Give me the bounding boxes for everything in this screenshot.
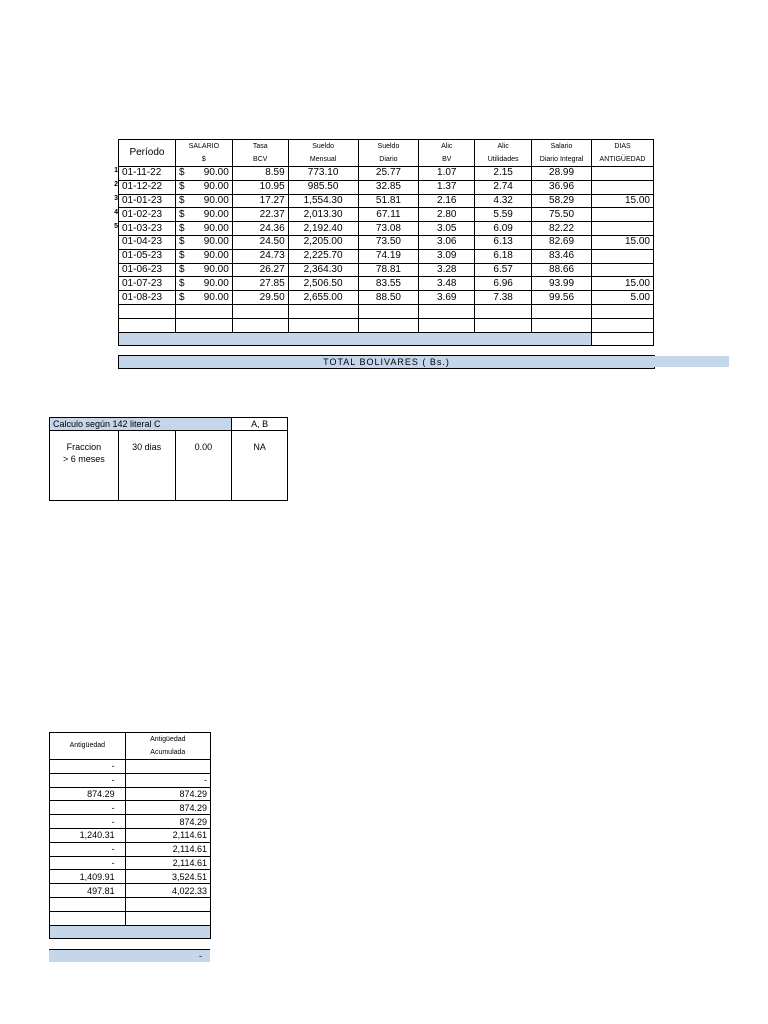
currency-symbol: $ <box>178 208 185 220</box>
antig-cell: 1,240.31 <box>50 828 126 842</box>
cell-salario-wrap <box>179 292 229 304</box>
antig-row <box>50 842 211 856</box>
cell-sueldo-m: 1,554.30 <box>288 194 358 208</box>
header-salario-integral: Salario <box>532 140 592 154</box>
cell-alic-ut: 2.15 <box>475 167 532 181</box>
header-alic-bv: Alic <box>419 140 475 154</box>
header-salario-sub: $ <box>175 153 232 167</box>
antig-row <box>50 801 211 815</box>
table-row <box>119 235 654 249</box>
empty-cell <box>419 318 475 332</box>
cell-alic-bv: 2.16 <box>419 194 475 208</box>
cell-sal-int: 88.66 <box>532 263 592 277</box>
empty-cell <box>288 318 358 332</box>
antig-acum-cell: 874.29 <box>125 787 210 801</box>
cell-alic-ut: 5.59 <box>475 208 532 222</box>
cell-periodo: 01-05-23 <box>119 249 176 263</box>
antig-acum-cell: 4,022.33 <box>125 884 210 898</box>
row-number: 1 <box>114 167 118 174</box>
cell-periodo: 01-12-22 <box>119 180 176 194</box>
cell-salario <box>175 249 232 263</box>
cell-sal-int: 99.56 <box>532 291 592 305</box>
header-periodo: Período <box>119 140 176 167</box>
cell-sueldo-d: 78.81 <box>358 263 419 277</box>
salario-value: 90.00 <box>203 208 229 220</box>
antig-empty-row <box>50 897 211 911</box>
calc-fraccion-line2: > 6 meses <box>62 454 105 464</box>
main-table-container <box>118 139 654 346</box>
empty-cell <box>175 318 232 332</box>
cell-periodo: 01-07-23 <box>119 277 176 291</box>
cell-dias <box>592 222 654 236</box>
currency-symbol: $ <box>178 194 185 206</box>
row-number: 4 <box>114 209 118 216</box>
header-dias-sub: ANTIGÜEDAD <box>592 153 654 167</box>
salario-value: 90.00 <box>203 194 229 206</box>
salario-value: 90.00 <box>203 291 229 303</box>
cell-sueldo-d: 51.81 <box>358 194 419 208</box>
sum-row-end <box>592 332 654 346</box>
antig-row <box>50 787 211 801</box>
cell-alic-bv: 3.09 <box>419 249 475 263</box>
antig-cell: - <box>50 760 126 774</box>
cell-salario <box>175 208 232 222</box>
cell-sueldo-m: 2,655.00 <box>288 291 358 305</box>
header-tasa: Tasa <box>232 140 288 154</box>
cell-salario-wrap <box>179 167 229 179</box>
antig-row <box>50 884 211 898</box>
antig-blue-row <box>50 925 211 939</box>
cell-salario <box>175 277 232 291</box>
salario-value: 90.00 <box>203 167 229 179</box>
salario-value: 90.00 <box>203 181 229 193</box>
cell-sal-int: 36.96 <box>532 180 592 194</box>
empty-cell <box>232 318 288 332</box>
cell-salario <box>175 167 232 181</box>
cell-salario-wrap <box>179 223 229 235</box>
empty-cell <box>419 304 475 318</box>
cell-periodo: 01-01-23 <box>119 194 176 208</box>
antig-acum-cell: 3,524.51 <box>125 870 210 884</box>
antig-cell: 497.81 <box>50 884 126 898</box>
cell-salario-wrap <box>179 250 229 262</box>
cell-salario-wrap <box>179 209 229 221</box>
antig-cell: - <box>50 815 126 829</box>
antig-cell: 1,409.91 <box>50 870 126 884</box>
cell-tasa: 27.85 <box>232 277 288 291</box>
salario-value: 90.00 <box>203 277 229 289</box>
cell-alic-ut: 2.74 <box>475 180 532 194</box>
antig-cell: - <box>50 842 126 856</box>
cell-dias <box>592 180 654 194</box>
empty-cell <box>288 304 358 318</box>
cell-periodo: 01-06-23 <box>119 263 176 277</box>
calc-dias: 30 dias <box>118 431 175 501</box>
empty-cell <box>119 304 176 318</box>
row-number: 2 <box>114 181 118 188</box>
antig-acum-cell: - <box>125 773 210 787</box>
antig-cell: - <box>50 773 126 787</box>
empty-cell <box>50 911 126 925</box>
cell-dias <box>592 167 654 181</box>
currency-symbol: $ <box>178 291 185 303</box>
empty-cell <box>175 304 232 318</box>
table-row <box>119 249 654 263</box>
cell-sueldo-m: 2,013.30 <box>288 208 358 222</box>
empty-cell <box>119 318 176 332</box>
main-salary-table <box>118 139 654 346</box>
antig-row <box>50 773 211 787</box>
cell-dias: 15.00 <box>592 194 654 208</box>
antig-row <box>50 828 211 842</box>
total-bolivares-value-cell <box>654 356 729 367</box>
cell-salario <box>175 291 232 305</box>
antig-cell: 874.29 <box>50 787 126 801</box>
antig-acum-header <box>125 733 210 760</box>
total-bolivares-label: TOTAL BOLIVARES ( Bs.) <box>118 355 655 369</box>
cell-salario-wrap <box>179 264 229 276</box>
cell-sal-int: 28.99 <box>532 167 592 181</box>
cell-tasa: 17.27 <box>232 194 288 208</box>
cell-salario <box>175 263 232 277</box>
header-tasa-sub: BCV <box>232 153 288 167</box>
antig-row <box>50 870 211 884</box>
cell-dias <box>592 208 654 222</box>
calc-table-container <box>49 417 288 501</box>
cell-salario <box>175 222 232 236</box>
antig-blue-bar <box>50 925 211 939</box>
cell-salario <box>175 235 232 249</box>
cell-alic-ut: 6.13 <box>475 235 532 249</box>
header-sueldo-mensual-sub: Mensual <box>288 153 358 167</box>
sum-row <box>119 332 654 346</box>
antig-acum-cell: 2,114.61 <box>125 828 210 842</box>
cell-sueldo-m: 2,506.50 <box>288 277 358 291</box>
table-row <box>119 208 654 222</box>
cell-tasa: 24.36 <box>232 222 288 236</box>
cell-tasa: 10.95 <box>232 180 288 194</box>
cell-alic-ut: 6.18 <box>475 249 532 263</box>
header-sueldo-mensual: Sueldo <box>288 140 358 154</box>
cell-periodo: 01-02-23 <box>119 208 176 222</box>
header-alic-utilidades: Alic <box>475 140 532 154</box>
cell-dias: 5.00 <box>592 291 654 305</box>
antig-acum-cell <box>125 760 210 774</box>
row-number: 3 <box>114 195 118 202</box>
cell-dias <box>592 249 654 263</box>
calc-fraccion-line1: Fraccion <box>66 442 102 452</box>
cell-tasa: 29.50 <box>232 291 288 305</box>
antig-table <box>49 732 211 939</box>
cell-sal-int: 82.69 <box>532 235 592 249</box>
cell-alic-ut: 7.38 <box>475 291 532 305</box>
antig-row <box>50 856 211 870</box>
cell-alic-bv: 3.48 <box>419 277 475 291</box>
cell-alic-ut: 6.09 <box>475 222 532 236</box>
antig-acum-header-line1: Antigüedad <box>150 736 186 743</box>
empty-cell <box>50 897 126 911</box>
empty-cell <box>358 304 419 318</box>
empty-cell <box>592 318 654 332</box>
currency-symbol: $ <box>178 181 185 193</box>
header-salario: SALARIO <box>175 140 232 154</box>
currency-symbol: $ <box>178 236 185 248</box>
cell-alic-ut: 6.57 <box>475 263 532 277</box>
cell-salario-wrap <box>179 195 229 207</box>
antig-acum-cell: 874.29 <box>125 801 210 815</box>
empty-cell <box>232 304 288 318</box>
cell-alic-bv: 3.69 <box>419 291 475 305</box>
cell-sueldo-m: 985.50 <box>288 180 358 194</box>
cell-sal-int: 83.46 <box>532 249 592 263</box>
empty-cell <box>475 304 532 318</box>
cell-sal-int: 58.29 <box>532 194 592 208</box>
antig-row <box>50 760 211 774</box>
cell-sueldo-d: 74.19 <box>358 249 419 263</box>
cell-alic-bv: 1.37 <box>419 180 475 194</box>
cell-alic-bv: 3.05 <box>419 222 475 236</box>
table-row <box>119 263 654 277</box>
empty-cell <box>475 318 532 332</box>
cell-sueldo-d: 83.55 <box>358 277 419 291</box>
antig-header: Antigüedad <box>50 733 126 760</box>
cell-alic-ut: 4.32 <box>475 194 532 208</box>
salario-value: 90.00 <box>203 263 229 275</box>
cell-alic-bv: 3.06 <box>419 235 475 249</box>
currency-symbol: $ <box>178 222 185 234</box>
cell-alic-ut: 6.96 <box>475 277 532 291</box>
row-number: 5 <box>114 223 118 230</box>
table-row <box>119 180 654 194</box>
empty-cell <box>125 897 210 911</box>
antig-table-container <box>49 732 211 939</box>
currency-symbol: $ <box>178 250 185 262</box>
cell-tasa: 8.59 <box>232 167 288 181</box>
salario-value: 90.00 <box>203 236 229 248</box>
cell-salario <box>175 194 232 208</box>
antig-acum-header-line2: Acumulada <box>150 749 186 756</box>
cell-sueldo-d: 32.85 <box>358 180 419 194</box>
calc-na: NA <box>232 431 288 501</box>
cell-sueldo-d: 67.11 <box>358 208 419 222</box>
cell-sueldo-d: 88.50 <box>358 291 419 305</box>
header-alic-utilidades-sub: Utilidades <box>475 153 532 167</box>
cell-salario-wrap <box>179 181 229 193</box>
currency-symbol: $ <box>178 263 185 275</box>
empty-cell <box>532 304 592 318</box>
cell-sueldo-m: 2,225.70 <box>288 249 358 263</box>
sum-row-bar <box>119 332 592 346</box>
cell-sal-int: 75.50 <box>532 208 592 222</box>
header-sueldo-diario-sub: Diario <box>358 153 419 167</box>
salario-value: 90.00 <box>203 250 229 262</box>
cell-salario <box>175 180 232 194</box>
calc-header: Calculo según 142 literal C <box>50 418 232 431</box>
antig-empty-row <box>50 911 211 925</box>
calc-fraccion <box>50 431 119 501</box>
cell-periodo: 01-08-23 <box>119 291 176 305</box>
antig-acum-cell: 2,114.61 <box>125 856 210 870</box>
cell-sueldo-m: 2,364.30 <box>288 263 358 277</box>
cell-sal-int: 82.22 <box>532 222 592 236</box>
table-row <box>119 222 654 236</box>
antig-acum-cell: 2,114.61 <box>125 842 210 856</box>
cell-dias: 15.00 <box>592 277 654 291</box>
cell-sueldo-m: 773.10 <box>288 167 358 181</box>
empty-cell <box>358 318 419 332</box>
header-sueldo-diario: Sueldo <box>358 140 419 154</box>
calc-header-right: A, B <box>232 418 288 431</box>
header-alic-bv-sub: BV <box>419 153 475 167</box>
cell-sal-int: 93.99 <box>532 277 592 291</box>
cell-sueldo-d: 73.08 <box>358 222 419 236</box>
cell-tasa: 24.73 <box>232 249 288 263</box>
cell-sueldo-d: 25.77 <box>358 167 419 181</box>
currency-symbol: $ <box>178 277 185 289</box>
cell-alic-bv: 3.28 <box>419 263 475 277</box>
empty-cell <box>592 304 654 318</box>
table-row <box>119 291 654 305</box>
table-row <box>119 194 654 208</box>
cell-alic-bv: 1.07 <box>419 167 475 181</box>
table-row <box>119 277 654 291</box>
table-row <box>119 167 654 181</box>
cell-tasa: 24.50 <box>232 235 288 249</box>
cell-sueldo-d: 73.50 <box>358 235 419 249</box>
antig-cell: - <box>50 856 126 870</box>
cell-sueldo-m: 2,205.00 <box>288 235 358 249</box>
cell-dias: 15.00 <box>592 235 654 249</box>
cell-sueldo-m: 2,192.40 <box>288 222 358 236</box>
empty-cell <box>532 318 592 332</box>
antig-total-value: - <box>199 951 202 961</box>
cell-salario-wrap <box>179 236 229 248</box>
header-dias: DIAS <box>592 140 654 154</box>
salario-value: 90.00 <box>203 222 229 234</box>
header-salario-integral-sub: Diario Integral <box>532 153 592 167</box>
cell-tasa: 26.27 <box>232 263 288 277</box>
empty-row <box>119 318 654 332</box>
antig-total <box>49 949 210 962</box>
cell-periodo: 01-04-23 <box>119 235 176 249</box>
empty-row <box>119 304 654 318</box>
antig-row <box>50 815 211 829</box>
calc-table <box>49 417 288 501</box>
empty-cell <box>125 911 210 925</box>
calc-value: 0.00 <box>175 431 232 501</box>
antig-acum-cell: 874.29 <box>125 815 210 829</box>
cell-salario-wrap <box>179 278 229 290</box>
cell-alic-bv: 2.80 <box>419 208 475 222</box>
antig-cell: - <box>50 801 126 815</box>
cell-dias <box>592 263 654 277</box>
cell-periodo: 01-11-22 <box>119 167 176 181</box>
currency-symbol: $ <box>178 167 185 179</box>
cell-periodo: 01-03-23 <box>119 222 176 236</box>
cell-tasa: 22.37 <box>232 208 288 222</box>
